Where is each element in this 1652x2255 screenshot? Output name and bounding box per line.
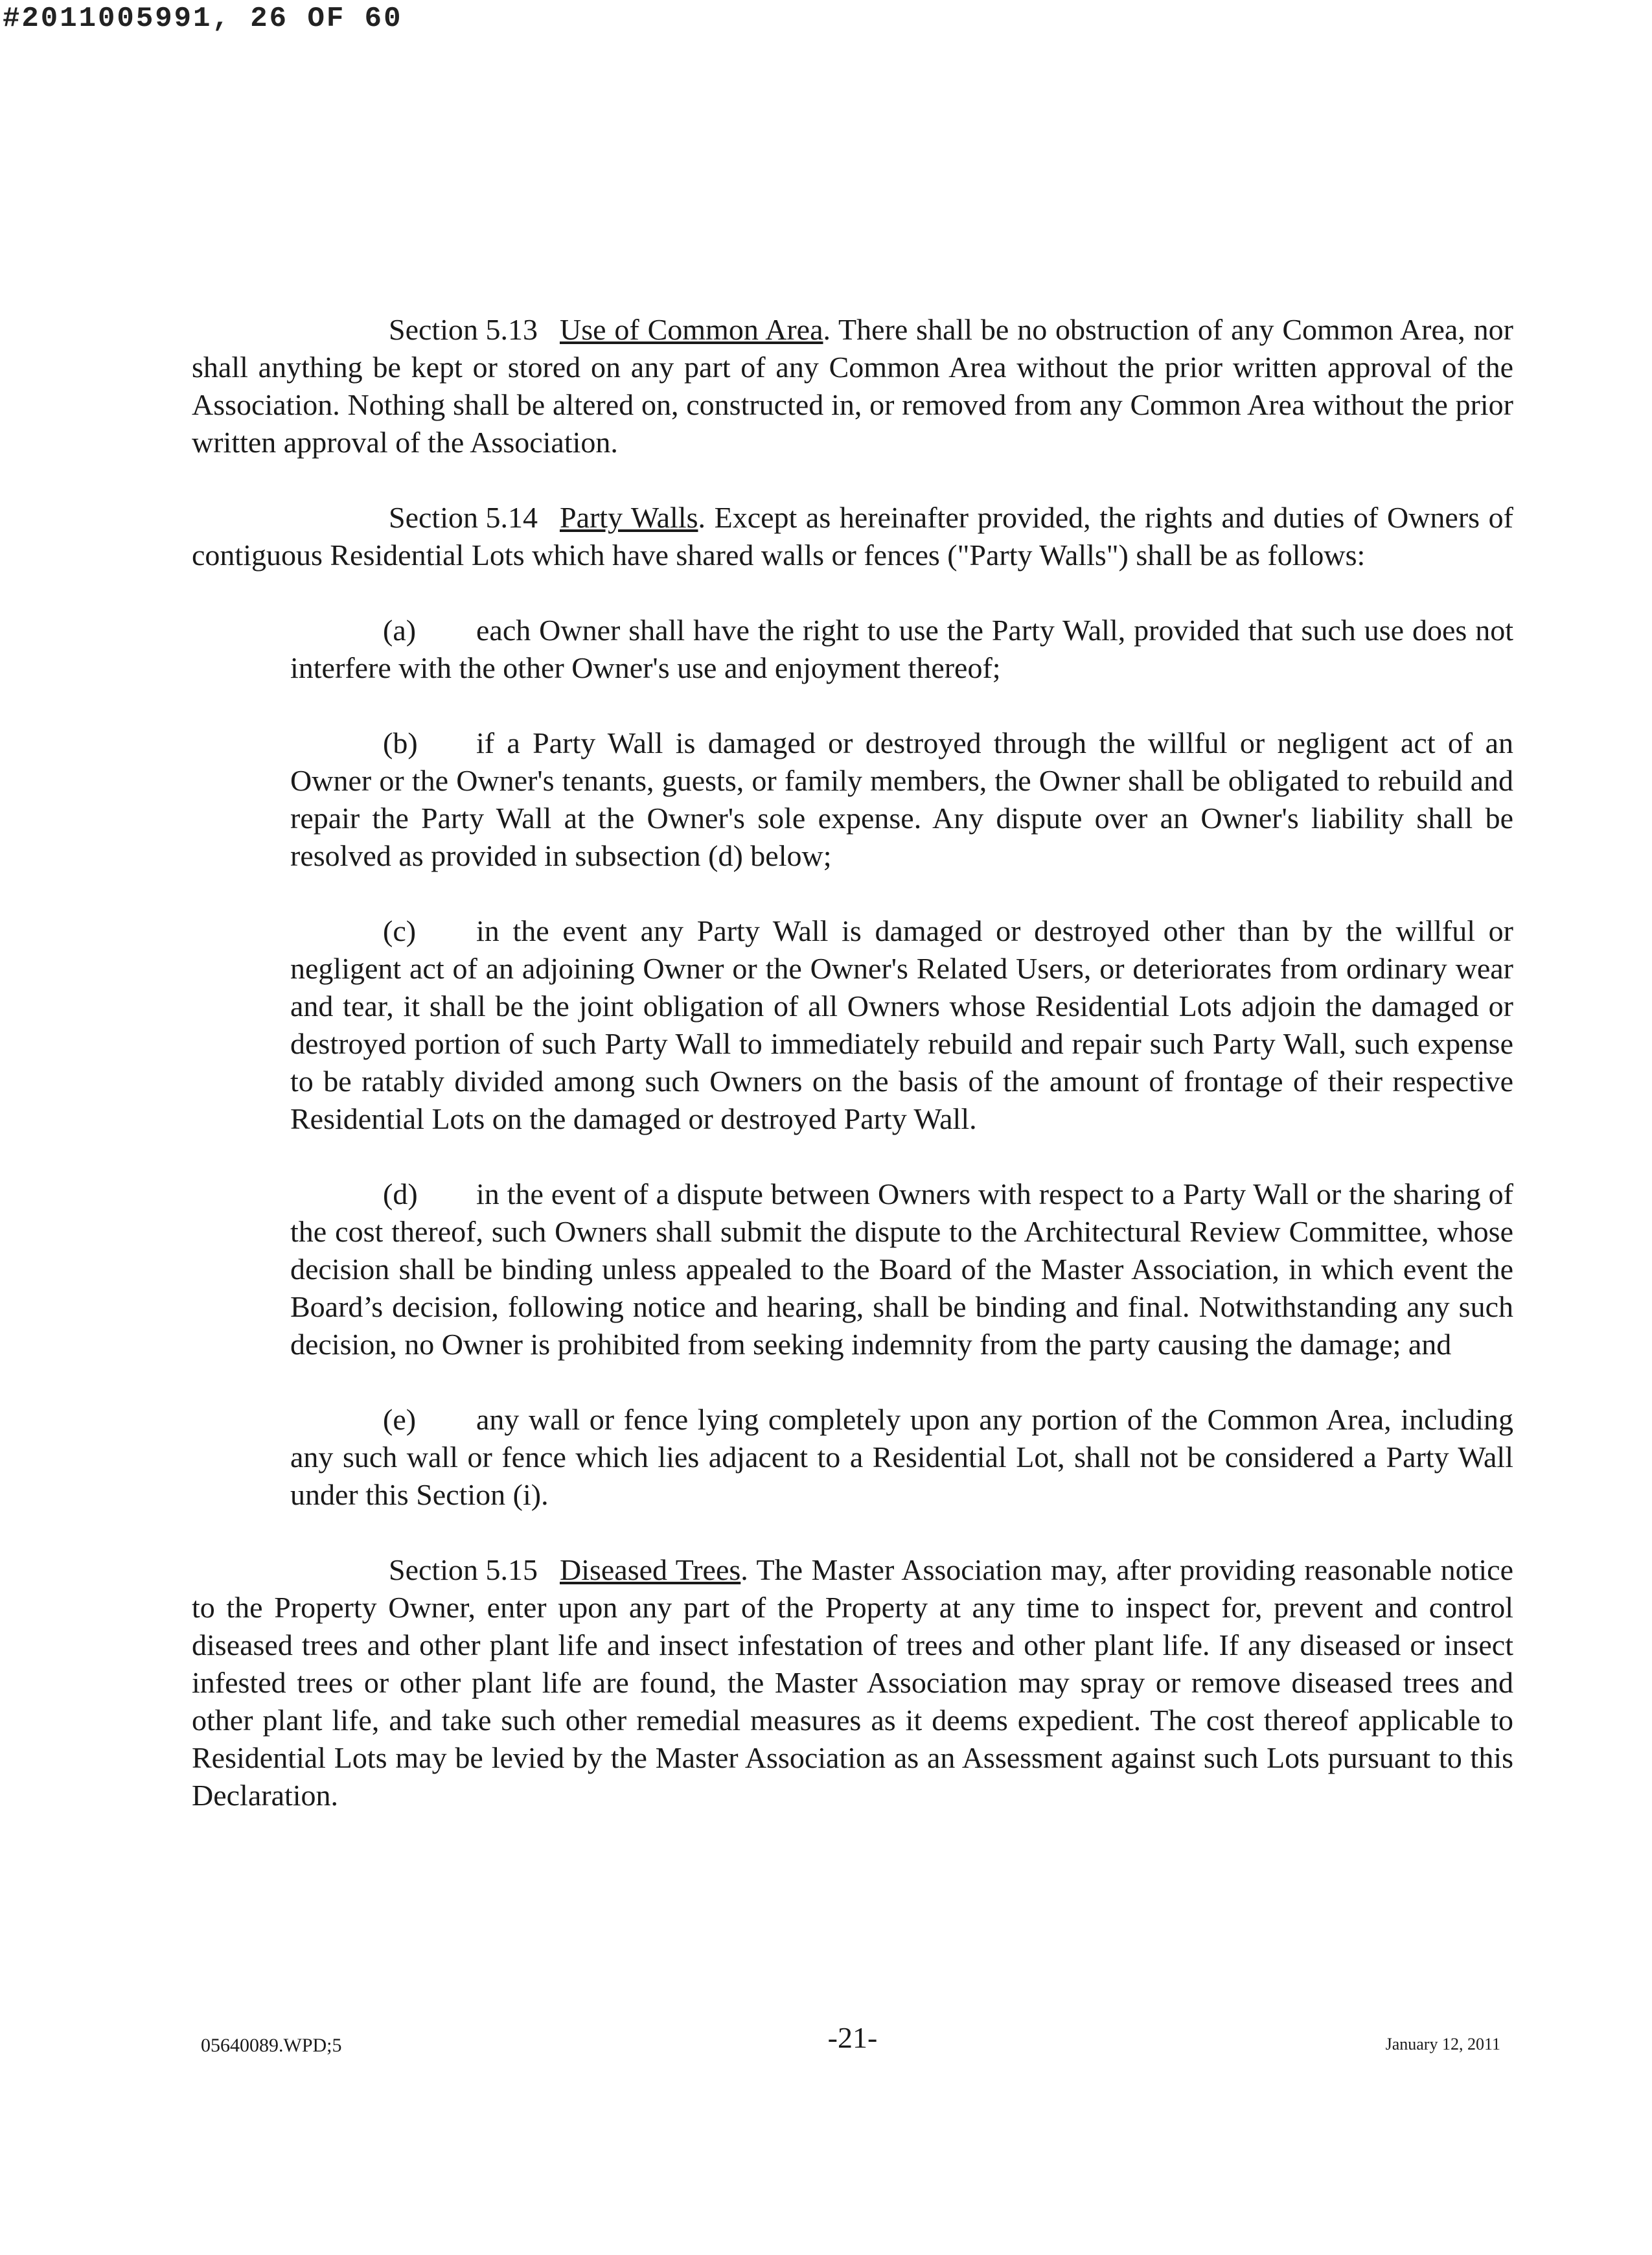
section-5-15 (192, 1551, 1513, 1814)
subsection-text: each Owner shall have the right to use the Party Wall, provided that such use does not interfere with the other Owner's use and enjoyment thereof; (290, 614, 1513, 684)
subsection-b (290, 724, 1513, 875)
section-title: Diseased Trees (559, 1553, 741, 1586)
page-footer (192, 2020, 1513, 2059)
subsection-a (290, 612, 1513, 687)
subsection-label: (b) (383, 726, 418, 759)
subsection-text: if a Party Wall is damaged or destroyed through the willful or negligent act of an Owner or the Owner's tenants, guests, or family members, the Owner shall be obligated to rebuild and repair the Party Wall at the Owner's sole expense. Any dispute over an Owner's liability shall be resolved as provided in subsection (d) below; (290, 726, 1513, 872)
document-id: 05640089.WPD;5 (201, 2035, 342, 2056)
section-number: Section 5.15 (389, 1553, 538, 1586)
subsection-text: any wall or fence lying completely upon any portion of the Common Area, including any such wall or fence which lies adjacent to a Residential Lot, shall not be considered a Party Wall under this Section (i). (290, 1403, 1513, 1511)
section-5-14 (192, 499, 1513, 574)
subsection-label: (d) (383, 1177, 418, 1210)
subsection-label: (a) (383, 614, 417, 647)
document-date: January 12, 2011 (1385, 2035, 1500, 2053)
subsection-label: (e) (383, 1403, 417, 1436)
section-text: . Except as hereinafter provided, the rights and duties of Owners of contiguous Residential Lots which have shared walls or fences ("Party Walls") shall be as follows: (192, 501, 1513, 572)
subsection-text: in the event any Party Wall is damaged or destroyed other than by the willful or negligent act of an adjoining Owner or the Owner's Related Users, or deteriorates from ordinary wear and tear, it shall be the joint obligation of all Owners whose Residential Lots adjoin the damaged or destroyed portion of such Party Wall to immediately rebuild and repair such Party Wall, such expense to be ratably divided among such Owners on the basis of the amount of frontage of their respective Residential Lots on the damaged or destroyed Party Wall. (290, 914, 1513, 1135)
recording-stamp: #2011005991, 26 OF 60 (3, 3, 403, 35)
subsection-label: (c) (383, 914, 417, 947)
section-number: Section 5.14 (389, 501, 538, 534)
subsection-c (290, 912, 1513, 1138)
section-text: . The Master Association may, after providing reasonable notice to the Property Owner, enter upon any part of the Property at any time to inspect for, prevent and control diseased trees and other plant life and insect infestation of trees and other plant life. If any diseased or insect infested trees or other plant life are found, the Master Association may spray or remove diseased trees and other plant life, and take such other remedial measures as it deems expedient. The cost thereof applicable to Residential Lots may be levied by the Master Association as an Assessment against such Lots pursuant to this Declaration. (192, 1553, 1513, 1812)
page-number: -21- (827, 2021, 878, 2054)
subsection-text: in the event of a dispute between Owners with respect to a Party Wall or the sharing of the cost thereof, such Owners shall submit the dispute to the Architectural Review Committee, whose decision shall be binding unless appealed to the Board of the Master Association, in which event the Board’s decision, following notice and hearing, shall be binding and final. Notwithstanding any such decision, no Owner is prohibited from seeking indemnity from the party causing the damage; and (290, 1177, 1513, 1361)
section-title: Use of Common Area (559, 313, 823, 346)
subsection-d (290, 1175, 1513, 1363)
section-title: Party Walls (559, 501, 698, 534)
section-text: . There shall be no obstruction of any Common Area, nor shall anything be kept or stored on any part of any Common Area without the prior written approval of the Association. Nothing shall be altered on, constructed in, or removed from any Common Area without the prior written approval of the Association. (192, 313, 1513, 459)
section-number: Section 5.13 (389, 313, 538, 346)
section-5-13 (192, 311, 1513, 461)
subsection-e (290, 1401, 1513, 1514)
document-body (192, 311, 1513, 1852)
